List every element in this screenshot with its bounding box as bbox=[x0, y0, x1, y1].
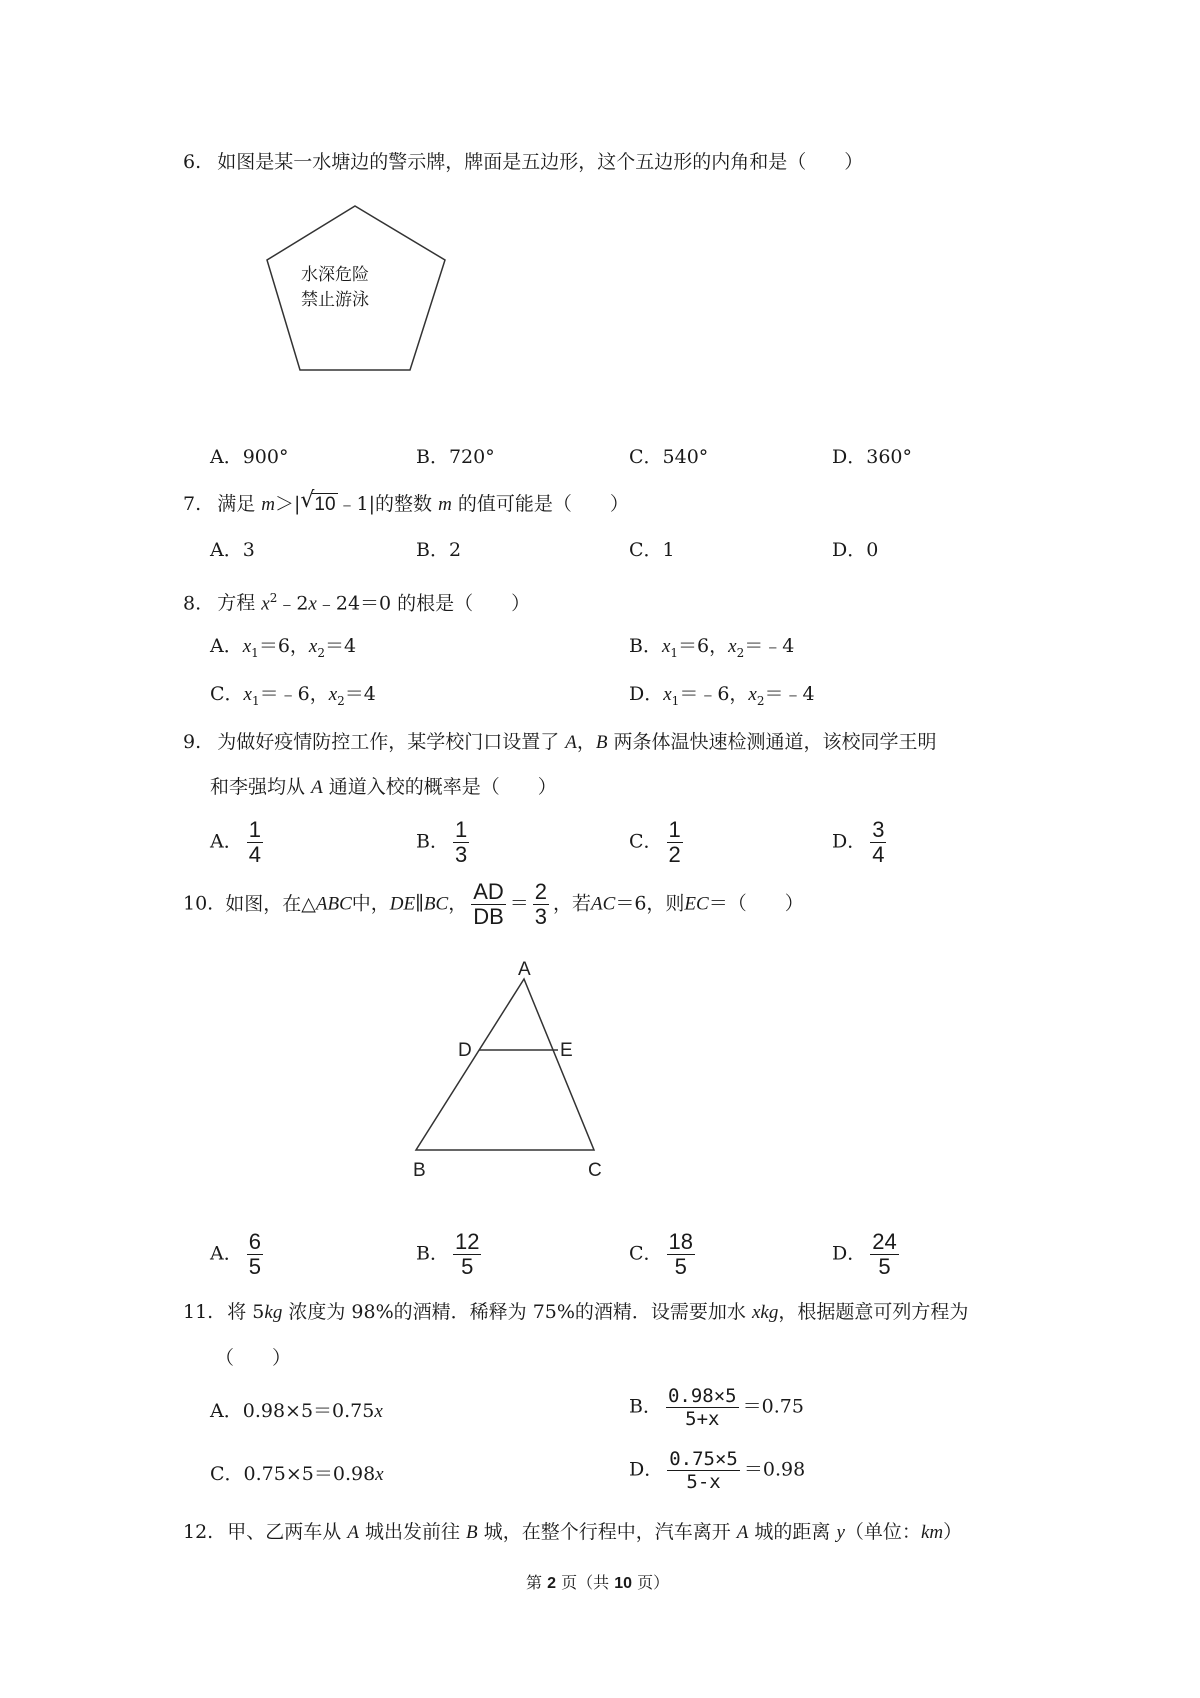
warning-sign-text bbox=[290, 263, 380, 313]
ratio-fraction: $\frac{AD}{DB}$ bbox=[473, 879, 504, 929]
page-footer: 第 2 页（共 10 页） bbox=[526, 1573, 670, 1592]
q11-stem-line1: 11. 将 5kg 浓度为 98%的酒精．稀释为 75%的酒精．设需要加水 xkg，根据题意可列方程为 bbox=[183, 1301, 969, 1323]
q6-option-c: C．540° bbox=[629, 446, 709, 468]
q9-option-c: C． $\frac{1}{2}$ bbox=[629, 817, 681, 867]
page-number: 2 bbox=[547, 1575, 557, 1592]
q8-number: 8. bbox=[183, 592, 202, 615]
fraction: $\frac{6}{5}$ bbox=[248, 1229, 261, 1279]
triangle-figure bbox=[400, 955, 620, 1180]
q6-text: 如图是某一水塘边的警示牌，牌面是五边形，这个五边形的内角和是（ ） bbox=[217, 151, 864, 173]
q11-option-d: D． $\frac{0.75\times 5}{5-x}$ ＝0.98 bbox=[629, 1448, 806, 1493]
q9-option-b: B． $\frac{1}{3}$ bbox=[416, 817, 468, 867]
q9-option-d: D． $\frac{3}{4}$ bbox=[832, 817, 885, 867]
q6-option-d: D．360° bbox=[832, 446, 912, 468]
fraction: $\frac{0.75\times 5}{5-x}$ bbox=[669, 1448, 738, 1493]
q8-stem: 8. 方程 $x^2﹣2x﹣24=0$ 的根是（ ） bbox=[183, 591, 531, 615]
q6-number: 6. bbox=[183, 151, 202, 173]
q12-number: 12. bbox=[183, 1521, 214, 1543]
fraction: $\frac{0.98\times 5}{5+x}$ bbox=[667, 1385, 737, 1430]
label-a: A bbox=[518, 959, 531, 980]
q7-number: 7. bbox=[183, 493, 202, 515]
q7-option-a: A．3 bbox=[210, 539, 255, 561]
fraction: $\frac{3}{4}$ bbox=[872, 817, 885, 867]
q9-number: 9. bbox=[183, 731, 202, 753]
q7-stem: 7. 满足 m＞|√ 10 ﹣1|的整数 m 的值可能是（ ） bbox=[183, 490, 629, 519]
q9-stem-line2: 和李强均从 A 通道入校的概率是（ ） bbox=[210, 776, 557, 798]
q7-option-b: B．2 bbox=[416, 539, 462, 561]
q6-option-a: A．900° bbox=[210, 446, 289, 468]
q6-stem bbox=[183, 148, 863, 176]
q11-option-b: B． $\frac{0.98\times 5}{5+x}$ ＝0.75 bbox=[629, 1385, 804, 1430]
label-b: B bbox=[413, 1160, 426, 1180]
q10-stem: 10. 如图，在△ABC中，DE∥BC， $\frac{AD}{DB}$ ＝ $\frac{2}{3}$ ，若AC＝6，则EC＝（ ） bbox=[183, 879, 804, 929]
label-e: E bbox=[560, 1040, 573, 1061]
q8-option-c: C．$x_1=﹣6$，$x_2=4$ bbox=[210, 683, 376, 708]
q11-option-a: A．0.98×5＝0.75x bbox=[210, 1400, 383, 1422]
fraction: $\frac{1}{4}$ bbox=[248, 817, 261, 867]
q11-option-c: C．0.75×5＝0.98x bbox=[210, 1463, 384, 1485]
fraction: $\frac{12}{5}$ bbox=[454, 1229, 480, 1279]
q7-option-d: D．0 bbox=[832, 539, 879, 561]
q10-option-b: B． $\frac{12}{5}$ bbox=[416, 1229, 480, 1279]
q8-option-d: D．$x_1=﹣6$，$x_2=﹣4$ bbox=[629, 683, 815, 708]
q9-option-a: A． $\frac{1}{4}$ bbox=[210, 817, 261, 867]
q9-stem-line1: 9. 为做好疫情防控工作，某学校门口设置了 A，B 两条体温快速检测通道，该校同学王明 bbox=[183, 731, 937, 753]
triangle-abc bbox=[416, 979, 594, 1150]
page-total: 10 bbox=[614, 1575, 633, 1592]
q8-option-b: B．$x_1=6$，$x_2=﹣4$ bbox=[629, 635, 795, 660]
q10-option-c: C． $\frac{18}{5}$ bbox=[629, 1229, 694, 1279]
sqrt-expression: √ 10 bbox=[302, 490, 337, 519]
q11-number: 11. bbox=[183, 1301, 214, 1323]
label-d: D bbox=[458, 1040, 472, 1061]
q10-number: 10. bbox=[183, 892, 214, 915]
q8-option-a: A．$x_1=6$，$x_2=4$ bbox=[210, 635, 357, 660]
q10-option-d: D． $\frac{24}{5}$ bbox=[832, 1229, 897, 1279]
q7-option-c: C．1 bbox=[629, 539, 675, 561]
value-fraction: $\frac{2}{3}$ bbox=[534, 879, 548, 929]
sign-line-2: 禁止游泳 bbox=[301, 290, 369, 310]
fraction: $\frac{24}{5}$ bbox=[872, 1229, 897, 1279]
q12-stem: 12. 甲、乙两车从 A 城出发前往 B 城，在整个行程中，汽车离开 A 城的距离 y（单位：km） bbox=[183, 1521, 963, 1543]
q10-option-a: A． $\frac{6}{5}$ bbox=[210, 1229, 261, 1279]
q6-option-b: B．720° bbox=[416, 446, 495, 468]
fraction: $\frac{18}{5}$ bbox=[668, 1229, 694, 1279]
q11-stem-line2: （ ） bbox=[215, 1347, 292, 1369]
label-c: C bbox=[588, 1160, 602, 1180]
fraction: $\frac{1}{3}$ bbox=[454, 817, 468, 867]
fraction: $\frac{1}{2}$ bbox=[668, 817, 681, 867]
sign-line-1: 水深危险 bbox=[301, 265, 369, 285]
